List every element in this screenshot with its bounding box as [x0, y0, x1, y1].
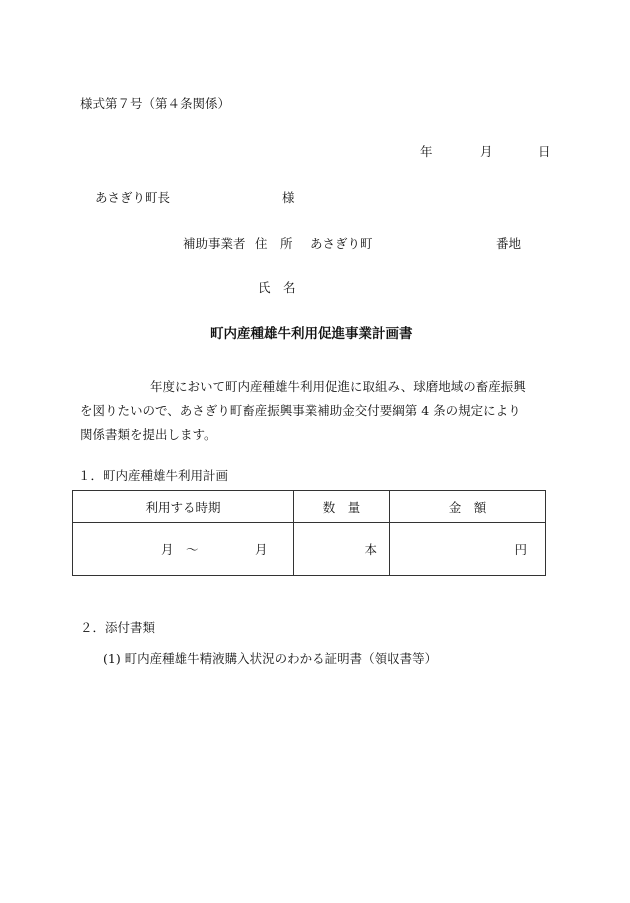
form-number: 様式第７号（第４条関係）: [80, 96, 231, 111]
addressee-honorific: 様: [282, 190, 295, 205]
period-month-from: 月: [161, 542, 174, 557]
addressee-name: あさぎり町長: [95, 190, 171, 205]
applicant-role: 補助事業者: [183, 236, 246, 251]
body-line-3: 関係書類を提出します。: [80, 427, 217, 442]
header-quantity: 数 量: [294, 491, 390, 523]
period-cell[interactable]: [73, 523, 294, 576]
header-amount: 金 額: [390, 491, 546, 523]
applicant-name-label: 氏 名: [258, 280, 296, 295]
period-month-to: 月: [255, 542, 268, 557]
body-line-1: 年度において町内産種雄牛利用促進に取組み、球磨地域の畜産振興: [150, 379, 526, 394]
usage-plan-table: [72, 490, 546, 576]
period-tilde: ～: [186, 542, 199, 557]
applicant-address-suffix: 番地: [496, 236, 522, 251]
applicant-address-label: 住 所: [255, 236, 293, 251]
section2-heading: ２．添付書類: [80, 620, 156, 635]
body-paragraph: [80, 375, 550, 447]
attachment-item-1: (1) 町内産種雄牛精液購入状況のわかる証明書（領収書等）: [103, 651, 438, 666]
body-line-2: を図りたいので、あさぎり町畜産振興事業補助金交付要綱第 4 条の規定により: [80, 403, 521, 418]
table-header-row: [73, 491, 546, 523]
section1-heading: １．町内産種雄牛利用計画: [78, 468, 229, 483]
date-month-label: 月: [480, 144, 493, 159]
quantity-cell[interactable]: 本: [294, 523, 390, 576]
applicant-address-town: あさぎり町: [310, 236, 373, 251]
table-row: [73, 523, 546, 576]
amount-cell[interactable]: 円: [390, 523, 546, 576]
date-year-label: 年: [420, 144, 433, 159]
header-period: 利用する時期: [73, 491, 294, 523]
date-day-label: 日: [538, 144, 551, 159]
document-title: 町内産種雄牛利用促進事業計画書: [210, 326, 413, 342]
